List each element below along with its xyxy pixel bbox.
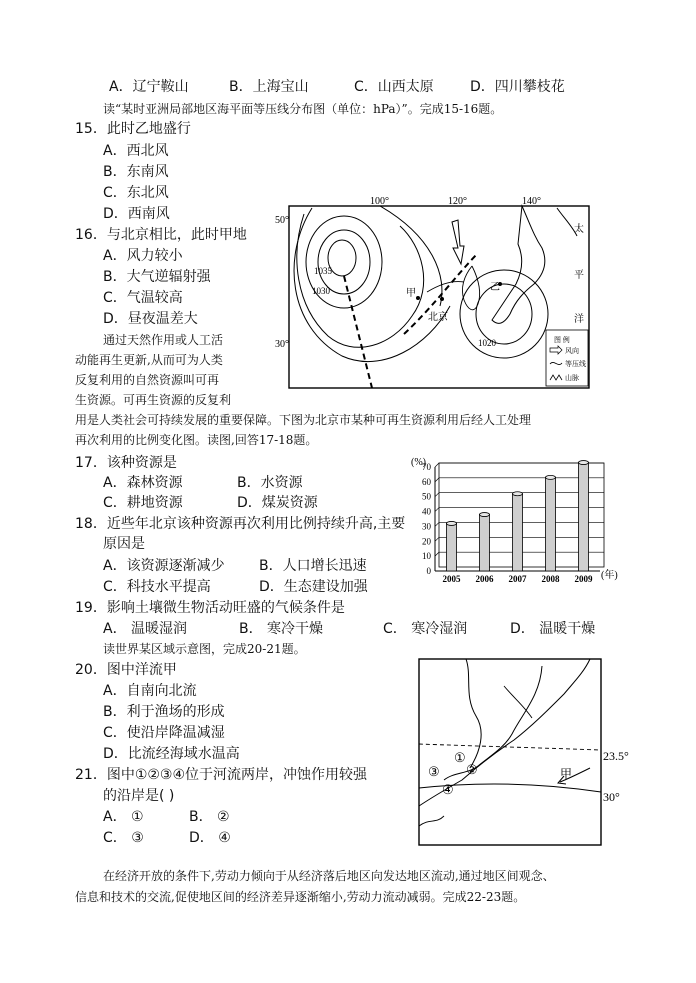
current-jia-label: 甲: [560, 767, 573, 781]
lon-label-140: 140°: [522, 196, 541, 207]
q18-option-b: B．人口增长迅速: [259, 558, 367, 574]
reuse-ratio-bar-chart: [405, 453, 630, 585]
q21-option-b: B． ②: [189, 809, 230, 825]
chart-bar: [579, 463, 589, 571]
q20-stem: 20．图中洋流甲: [75, 662, 177, 678]
q18-stem-line1: 18．近些年北京该种资源再次利用比例持续升高,主要: [75, 516, 406, 532]
q19-option-a: A． 温暖湿润: [103, 621, 188, 637]
region-map: [414, 656, 640, 848]
chart-xlabel: (年): [601, 570, 618, 581]
q16-option-b: B．大气逆辐射强: [103, 269, 211, 285]
chart-ytick-label: 70: [422, 462, 431, 472]
q21-stem-line1: 21．图中①②③④位于河流两岸，冲蚀作用较强: [75, 767, 368, 783]
ocean-label-yang: 洋: [574, 314, 584, 325]
legend-title: 图 例: [554, 336, 570, 344]
q14-option-d: D．四川攀枝花: [470, 79, 565, 95]
chart-gridline-diag: [435, 478, 439, 482]
isobar-label-1030: 1030: [312, 286, 330, 296]
q16-option-a: A．风力较小: [103, 248, 183, 264]
q21-option-a: A． ①: [103, 809, 144, 825]
q16-option-c: C．气温较高: [103, 290, 183, 306]
chart-bar: [447, 523, 457, 571]
q18-stem-line2: 原因是: [103, 536, 145, 552]
chart-gridline-diag: [435, 463, 439, 467]
q14-option-a: A．辽宁鞍山: [109, 79, 189, 95]
intro-22-23-line1: 在经济开放的条件下,劳动力倾向于从经济落后地区向发达地区流动,通过地区间观念、: [103, 869, 555, 883]
intro-17-18-line4: 生资源。可再生资源的反复利: [75, 393, 232, 407]
q17-stem: 17．该种资源是: [75, 455, 177, 471]
intro-17-18-line6: 再次利用的比例变化图。读图,回答17-18题。: [75, 433, 318, 447]
q21-stem-line2: 的沿岸是( ): [103, 788, 175, 804]
chart-bar: [480, 515, 490, 571]
lat-label-30: 30°: [275, 339, 289, 350]
chart-bar-cap: [513, 492, 523, 496]
chart-ytick-label: 20: [422, 536, 431, 547]
chart-gridline-diag: [435, 522, 439, 526]
chart-ytick-label: 10: [422, 551, 431, 562]
q21-option-d: D． ④: [189, 830, 231, 846]
chart-ytick-label: 50: [422, 491, 431, 502]
q18-option-c: C．科技水平提高: [103, 579, 211, 595]
map2-point-3: ③: [428, 764, 440, 779]
ocean-label-tai: 太: [574, 224, 584, 235]
chart-bar-cap: [579, 461, 589, 465]
q18-option-d: D．生态建设加强: [259, 579, 368, 595]
chart-ytick-label: 40: [422, 506, 431, 517]
map2-point-1: ①: [454, 750, 466, 765]
q17-option-d: D．煤炭资源: [237, 495, 318, 511]
chart-xtick-label: 2007: [508, 574, 527, 584]
intro-17-18-line1: 通过天然作用或人工活: [103, 333, 224, 347]
chart-ytick-label: 60: [422, 476, 431, 487]
chart-gridline-diag: [435, 493, 439, 497]
q16-option-d: D．昼夜温差大: [103, 311, 198, 327]
q15-option-d: D．西南风: [103, 206, 170, 222]
legend-mountain: 山脉: [565, 374, 579, 382]
chart-bar-cap: [447, 521, 457, 525]
place-jia-label: 甲: [406, 288, 416, 299]
map2-point-2: ②: [466, 762, 478, 777]
chart-gridline-diag: [435, 552, 439, 556]
q15-option-b: B．东南风: [103, 164, 169, 180]
q18-option-a: A．该资源逐渐减少: [103, 558, 225, 574]
isobar-label-1035: 1035: [314, 266, 332, 276]
q20-option-b: B．利于渔场的形成: [103, 704, 225, 720]
isobar-label-1020: 1020: [478, 338, 496, 348]
chart-bar-cap: [480, 513, 490, 517]
q19-option-d: D． 温暖干燥: [510, 621, 596, 637]
intro-20-21: 读世界某区域示意图，完成20-21题。: [103, 642, 306, 656]
q20-option-c: C．使沿岸降温减湿: [103, 725, 225, 741]
map2-point-4: ④: [442, 782, 454, 797]
q15-option-c: C．东北风: [103, 185, 169, 201]
q20-option-a: A．自南向北流: [103, 683, 197, 699]
chart-xtick-label: 2005: [442, 574, 461, 584]
chart-bar: [513, 494, 523, 571]
place-jia-dot: [416, 296, 420, 300]
place-yi-label: 乙: [490, 282, 500, 293]
chart-ytick-label: 0: [426, 566, 431, 576]
isobar-map: [272, 196, 597, 392]
legend-wind: 风向: [565, 347, 579, 355]
map2-lat-30: 30°: [603, 790, 620, 804]
q14-option-b: B．上海宝山: [229, 79, 309, 95]
intro-17-18-line5: 用是人类社会可持续发展的重要保障。下图为北京市某种可再生资源利用后经人工处理: [75, 413, 532, 427]
map2-lat-23-5: 23.5°: [603, 749, 629, 763]
chart-ylabel: (%): [411, 457, 426, 468]
q19-stem: 19．影响土壤微生物活动旺盛的气候条件是: [75, 600, 345, 616]
q19-option-c: C． 寒冷湿润: [383, 621, 468, 637]
chart-gridline-diag: [435, 508, 439, 512]
q14-option-c: C．山西太原: [354, 79, 434, 95]
chart-xtick-label: 2009: [574, 574, 593, 584]
q16-stem: 16．与北京相比，此时甲地: [75, 227, 247, 243]
chart-gridline-diag: [435, 537, 439, 541]
beijing-dot: [440, 297, 444, 301]
lat-label-50: 50°: [275, 215, 289, 226]
beijing-label: 北京: [428, 312, 448, 323]
legend-isobar: 等压线: [565, 360, 586, 368]
q19-option-b: B． 寒冷干燥: [239, 621, 324, 637]
chart-bar-cap: [546, 475, 556, 479]
chart-ytick-label: 30: [422, 521, 431, 532]
lon-label-120: 120°: [448, 196, 467, 207]
chart-xtick-label: 2006: [475, 574, 494, 584]
ocean-label-ping: 平: [574, 270, 584, 281]
q15-stem: 15．此时乙地盛行: [75, 121, 191, 137]
q15-option-a: A．西北风: [103, 143, 169, 159]
intro-15-16: 读“某时亚洲局部地区海平面等压线分布图（单位：hPa）”。完成15-16题。: [103, 102, 503, 116]
intro-17-18-line2: 动能再生更新,从而可为人类: [75, 353, 223, 367]
q17-option-b: B．水资源: [237, 475, 303, 491]
q17-option-a: A．森林资源: [103, 475, 183, 491]
lon-label-100: 100°: [370, 196, 389, 207]
chart-bar: [546, 477, 556, 571]
q17-option-c: C．耕地资源: [103, 495, 183, 511]
q21-option-c: C． ③: [103, 830, 144, 846]
intro-17-18-line3: 反复利用的自然资源叫可再: [75, 373, 220, 387]
intro-22-23-line2: 信息和技术的交流,促使地区间的经济差异逐渐缩小,劳动力流动减弱。完成22-23题。: [75, 890, 526, 904]
chart-xtick-label: 2008: [541, 574, 560, 584]
q20-option-d: D．比流经海域水温高: [103, 746, 240, 762]
